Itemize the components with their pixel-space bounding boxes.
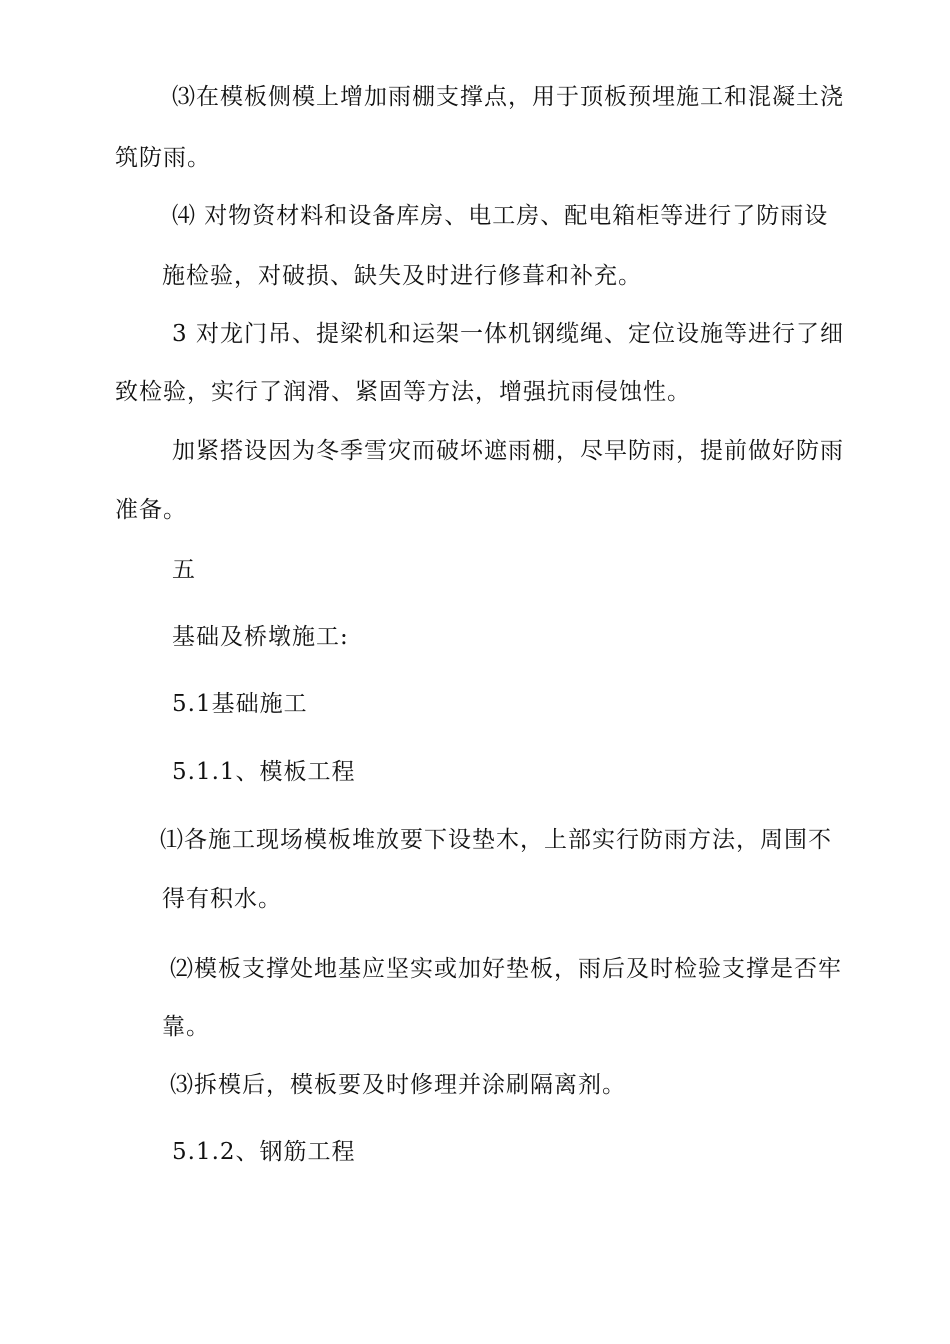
paragraph-line: 加紧搭设因为冬季雪灾而破坏遮雨棚，尽早防雨，提前做好防雨	[172, 438, 844, 464]
paragraph-line: 筑防雨。	[115, 145, 211, 171]
subsection-heading: 5.1.2、钢筋工程	[172, 1139, 356, 1165]
paragraph-line: 施检验，对破损、缺失及时进行修葺和补充。	[162, 263, 642, 289]
paragraph-line: ⑶在模板侧模上增加雨棚支撑点，用于顶板预埋施工和混凝土浇	[172, 84, 844, 110]
subsection-heading: 5.1.1、模板工程	[172, 759, 356, 785]
paragraph-line: ⑷ 对物资材料和设备库房、电工房、配电箱柜等进行了防雨设	[172, 203, 829, 229]
paragraph-line: 3 对龙门吊、提梁机和运架一体机钢缆绳、定位设施等进行了细	[172, 321, 844, 347]
paragraph-line: 靠。	[162, 1014, 210, 1040]
paragraph-line: ⑴各施工现场模板堆放要下设垫木，上部实行防雨方法，周围不	[160, 827, 832, 853]
paragraph-line: 准备。	[115, 497, 187, 523]
paragraph-line: ⑵模板支撑处地基应坚实或加好垫板，雨后及时检验支撑是否牢	[170, 956, 842, 982]
paragraph-line: ⑶拆模后，模板要及时修理并涂刷隔离剂。	[170, 1072, 626, 1098]
section-heading: 基础及桥墩施工:	[172, 624, 349, 650]
paragraph-line: 得有积水。	[162, 886, 282, 912]
subsection-heading: 5.1基础施工	[172, 691, 308, 717]
section-number: 五	[172, 557, 196, 583]
paragraph-line: 致检验，实行了润滑、紧固等方法，增强抗雨侵蚀性。	[115, 379, 691, 405]
